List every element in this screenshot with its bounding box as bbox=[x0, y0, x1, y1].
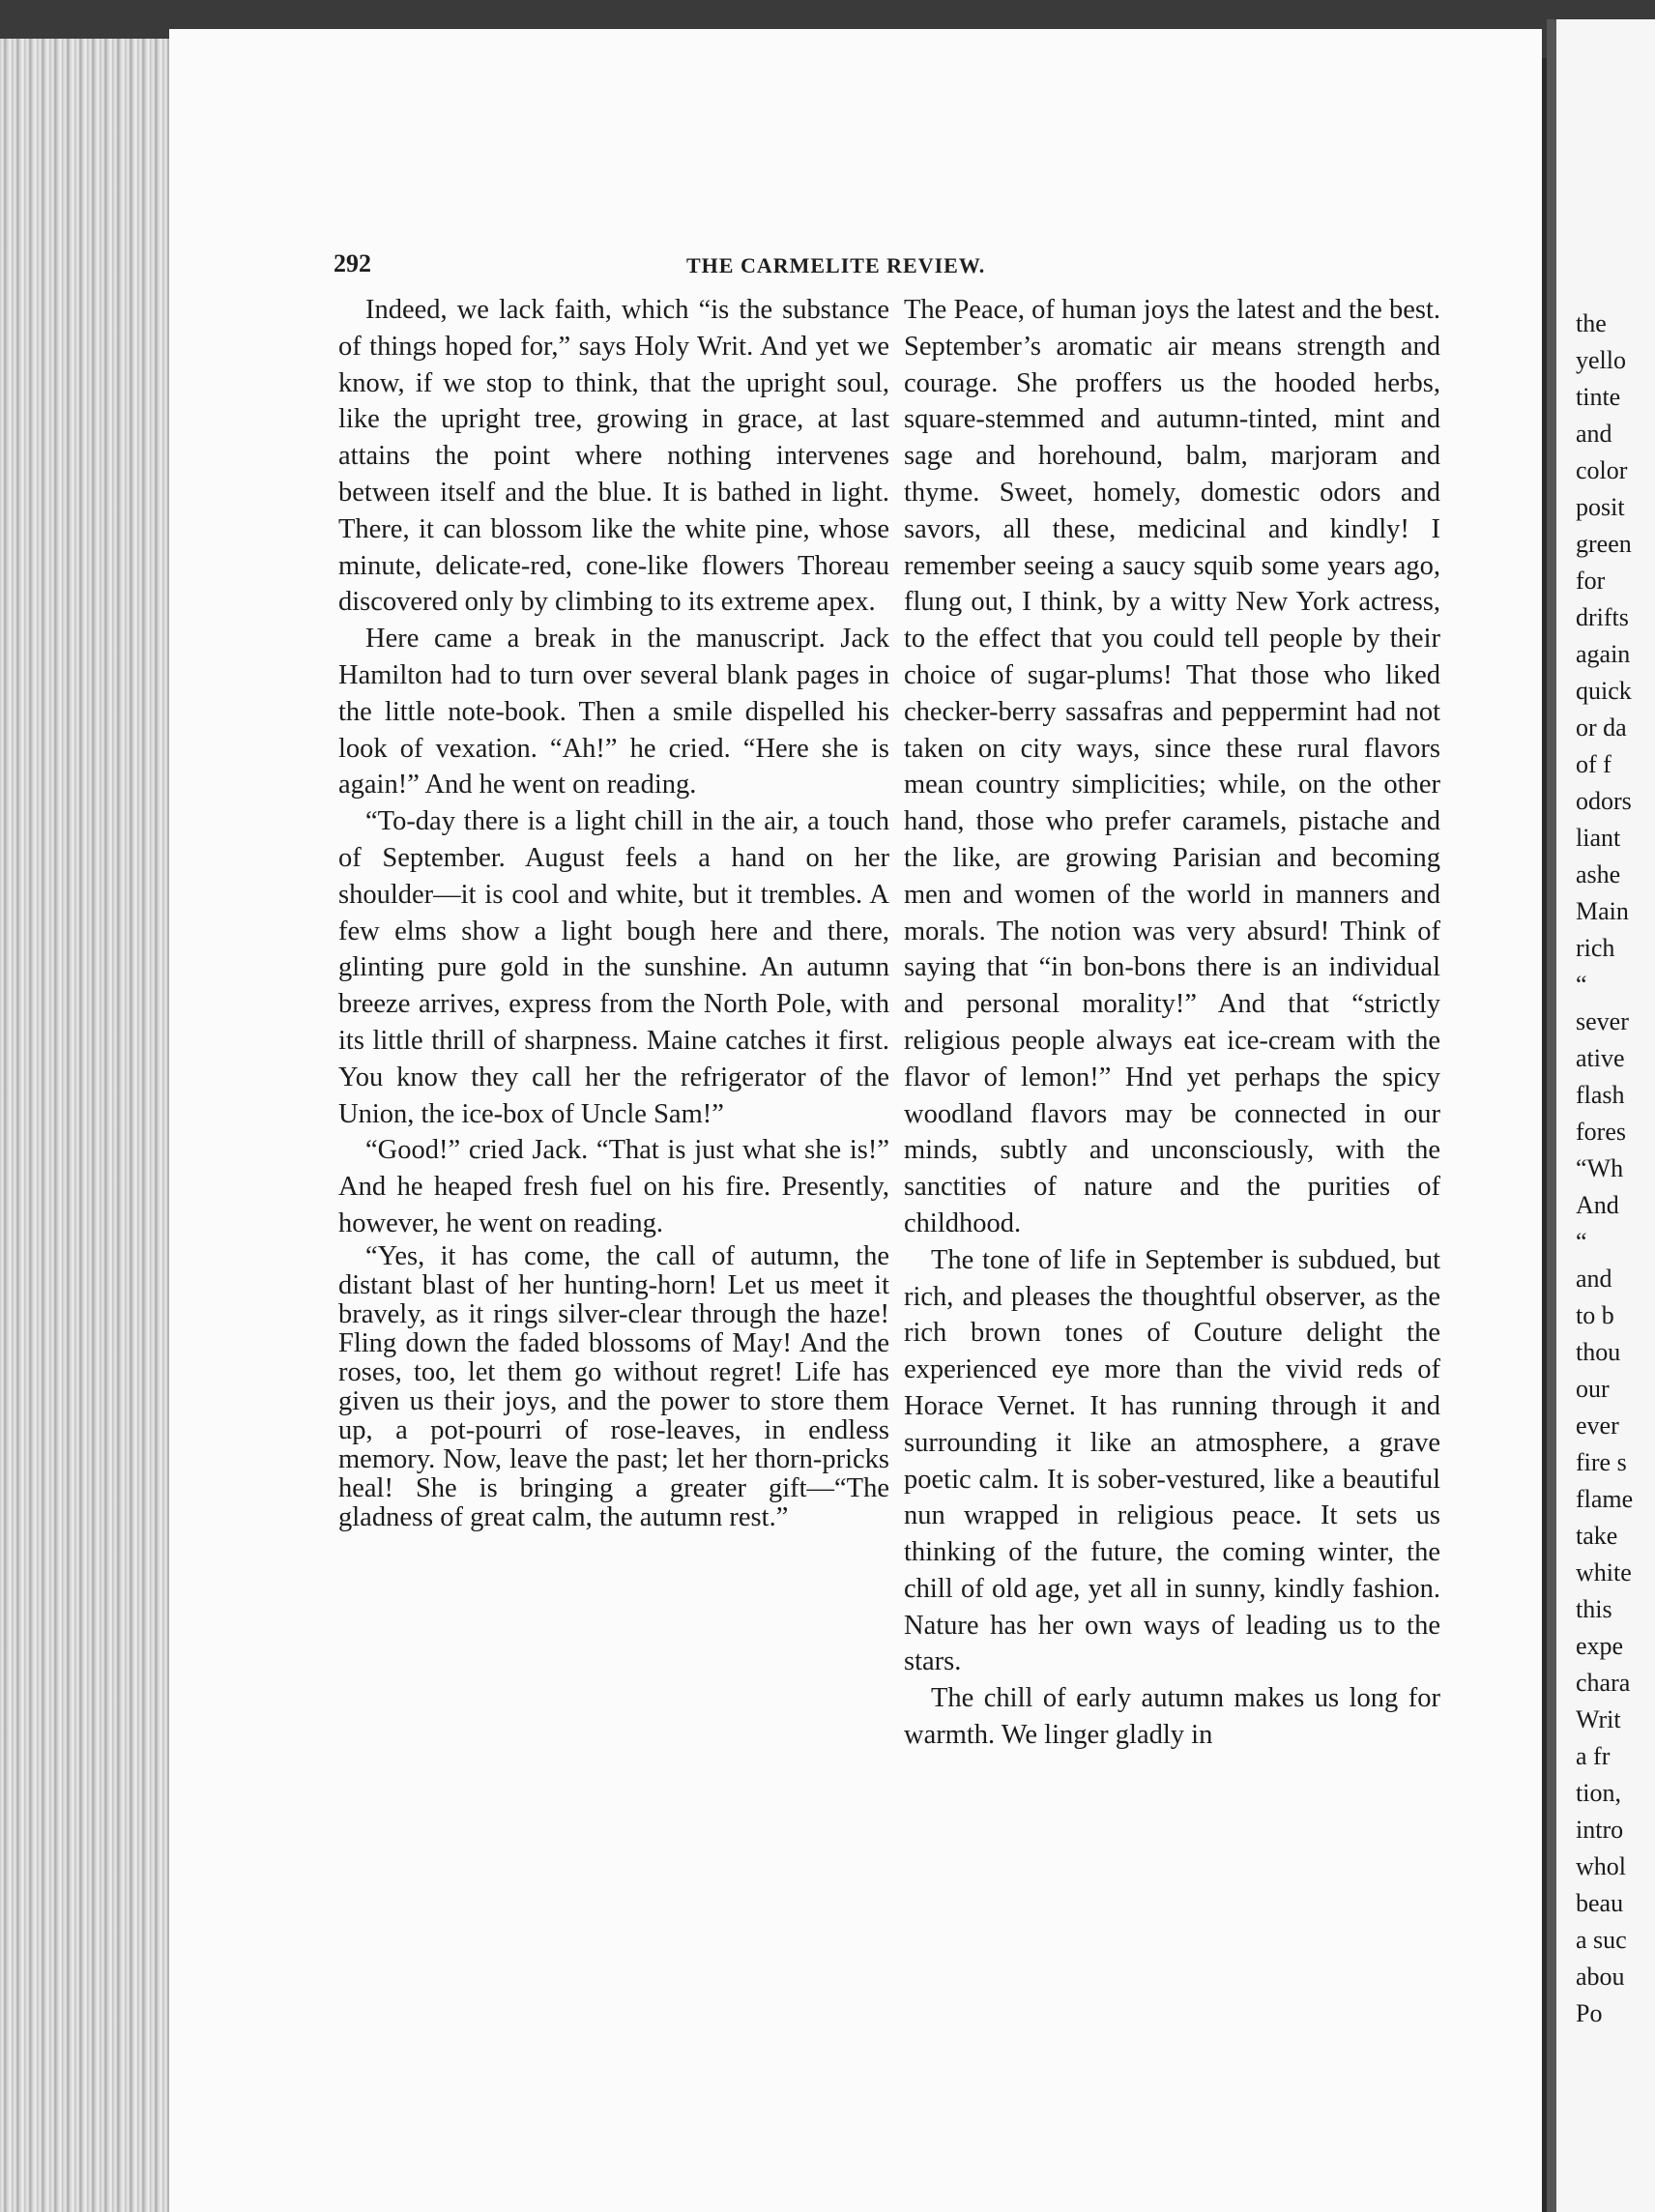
facing-page-text-fragment: posit bbox=[1576, 493, 1625, 521]
paragraph: “To-day there is a light chill in the air, a touch of September. August feels a hand on her shoulder—it is cool and white, but it trembles. A few elms show a light bough here and there, glinting pure gold in the sunshine. An autumn breeze arrives, express from the North Pole, with its little thrill of sharpness. Maine catches it first. You know they call her the refrigerator of the Union, the ice-box of Uncle Sam!” bbox=[338, 806, 889, 1129]
facing-page-text-fragment: abou bbox=[1576, 1963, 1625, 1991]
page-stack-edge bbox=[0, 39, 169, 2212]
facing-page-text-fragment: “ bbox=[1576, 971, 1587, 999]
facing-page-text-fragment: thou bbox=[1576, 1338, 1621, 1366]
paragraph: The Peace, of human joys the latest and the best. September’s aromatic air means strength and courage. She proffers us the hooded herbs, square-stemmed and autumn-tinted, mint and sage and horehound, balm, marjoram and thyme. Sweet, homely, domestic odors and savors, all these, medicinal and kindly! I remember seeing a saucy squib some years ago, flung out, I think, by a witty New York actress, to the effect that you could tell people by their choice of sugar-plums! That those who liked checker-berry sassafras and peppermint had not taken on city ways, since these rural flavors mean country simplicities; while, on the other hand, those who prefer caramels, pistache and the like, are growing Parisian and becoming men and women of the world in manners and morals. The notion was very absurd! Think of saying that “in bon-bons there is an individual and personal morality!” And that “strictly religious people always eat ice-cream with the flavor of lemon!” Hnd yet perhaps the spicy woodland flavors may be connected in our minds, subtly and unconsciously, with the sanctities of nature and the purities of childhood. bbox=[904, 295, 1440, 1238]
facing-page-text-fragment: And bbox=[1576, 1191, 1619, 1219]
paragraph: Indeed, we lack faith, which “is the substance of things hoped for,” says Holy Writ. And yet we know, if we stop to think, that the upright soul, like the upright tree, growing in grace, at last attains the point where nothing intervenes between itself and the blue. It is bathed in light. There, it can blossom like the white pine, whose minute, delicate-red, cone-like flowers Thoreau discovered only by climbing to its extreme apex. bbox=[338, 295, 889, 618]
facing-page-text-fragment: tion, bbox=[1576, 1779, 1621, 1807]
facing-page-edge bbox=[1547, 19, 1655, 2212]
facing-page-text-fragment: quick bbox=[1576, 677, 1632, 705]
facing-page-text-fragment: the bbox=[1576, 309, 1607, 337]
facing-page-text-fragment: expe bbox=[1576, 1632, 1624, 1660]
paragraph: The chill of early autumn makes us long for warmth. We linger gladly in bbox=[904, 1683, 1440, 1751]
facing-page-text-fragment: yello bbox=[1576, 346, 1626, 374]
facing-page-text-fragment: flash bbox=[1576, 1081, 1625, 1109]
paragraph: “Yes, it has come, the call of autumn, the distant blast of her hunting-horn! Let us meet it bravely, as it rings silver-clear through the haze! Fling down the faded blossoms of May! And the roses, too, let them go without regret! Life has given us their joys, and the power to store them up, a pot-pourri of rose-leaves, in endless memory. Now, leave the past; let her thorn-pricks heal! She is bringing a greater gift—“The gladness of great calm, the autumn rest.” bbox=[338, 1240, 889, 1532]
facing-page-text-fragment: for bbox=[1576, 567, 1606, 595]
facing-page-text-fragment: our bbox=[1576, 1375, 1610, 1403]
right-column bbox=[904, 292, 1440, 1754]
facing-page-text-fragment: ative bbox=[1576, 1044, 1625, 1072]
paragraph: The tone of life in September is subdued, but rich, and pleases the thoughtful observer, as the rich brown tones of Couture delight the experienced eye more than the vivid reds of Horace Vernet. It has running through it and surrounding it like an atmosphere, a grave poetic calm. It is sober-vestured, like a beautiful nun wrapped in religious peace. It sets us thinking of the future, the coming winter, the chill of old age, yet all in sunny, kindly fashion. Nature has her own ways of leading us to the stars. bbox=[904, 1244, 1440, 1677]
facing-page-text-fragment: rich bbox=[1576, 934, 1615, 962]
facing-page-text-fragment: color bbox=[1576, 456, 1628, 484]
facing-page-text-fragment: chara bbox=[1576, 1669, 1631, 1697]
facing-page-text-fragment: whol bbox=[1576, 1852, 1626, 1880]
facing-page-text-fragment: “ bbox=[1576, 1228, 1587, 1256]
journal-title: THE CARMELITE REVIEW. bbox=[686, 253, 986, 277]
facing-page-text-fragment: to b bbox=[1576, 1301, 1614, 1329]
paragraph: “Good!” cried Jack. “That is just what she is!” And he heaped fresh fuel on his fire. Presently, however, he went on reading. bbox=[338, 1135, 889, 1238]
facing-page-text-fragment: ever bbox=[1576, 1412, 1619, 1440]
facing-page-text-fragment: intro bbox=[1576, 1816, 1624, 1844]
facing-page-text-fragment: white bbox=[1576, 1558, 1632, 1586]
left-column bbox=[338, 292, 889, 1532]
facing-page-text-fragment: beau bbox=[1576, 1889, 1624, 1917]
facing-page-text-fragment: ashe bbox=[1576, 860, 1621, 888]
facing-page-text-fragment: green bbox=[1576, 530, 1632, 558]
facing-page-text-fragment: a fr bbox=[1576, 1742, 1611, 1770]
page-number: 292 bbox=[334, 249, 371, 277]
facing-page-text-fragment: odors bbox=[1576, 787, 1632, 815]
facing-page-text-fragment: sever bbox=[1576, 1007, 1629, 1035]
facing-page-text-fragment: flame bbox=[1576, 1485, 1634, 1513]
facing-page-text-fragment: again bbox=[1576, 640, 1631, 668]
facing-page-text-fragment: take bbox=[1576, 1522, 1618, 1550]
facing-page-text-fragment: or da bbox=[1576, 713, 1627, 742]
facing-page-text-fragment: Writ bbox=[1576, 1705, 1621, 1733]
facing-page-text-fragment: fire s bbox=[1576, 1448, 1627, 1476]
facing-page-text-fragment: Po bbox=[1576, 1999, 1603, 2027]
facing-page-text-fragment: Main bbox=[1576, 897, 1629, 925]
running-head bbox=[334, 249, 1561, 288]
facing-page-text-fragment: tinte bbox=[1576, 383, 1621, 411]
facing-page-text-fragment: and bbox=[1576, 420, 1612, 448]
book-gutter bbox=[1547, 19, 1556, 2212]
facing-page-text-fragment: liant bbox=[1576, 824, 1621, 852]
facing-page-text-fragment: fores bbox=[1576, 1118, 1626, 1146]
facing-page-text-fragment: this bbox=[1576, 1595, 1612, 1623]
facing-page-text-fragment: drifts bbox=[1576, 603, 1629, 631]
facing-page-text-fragment: and bbox=[1576, 1265, 1612, 1293]
facing-page-text-fragment: a suc bbox=[1576, 1926, 1627, 1954]
paragraph: Here came a break in the manuscript. Jack Hamilton had to turn over several blank pages in the little note-book. Then a smile dispelled his look of vexation. “Ah!” he cried. “Here she is again!” And he went on reading. bbox=[338, 624, 889, 800]
facing-page-text-fragment: of f bbox=[1576, 750, 1611, 778]
facing-page-text-fragment: “Wh bbox=[1576, 1154, 1624, 1182]
